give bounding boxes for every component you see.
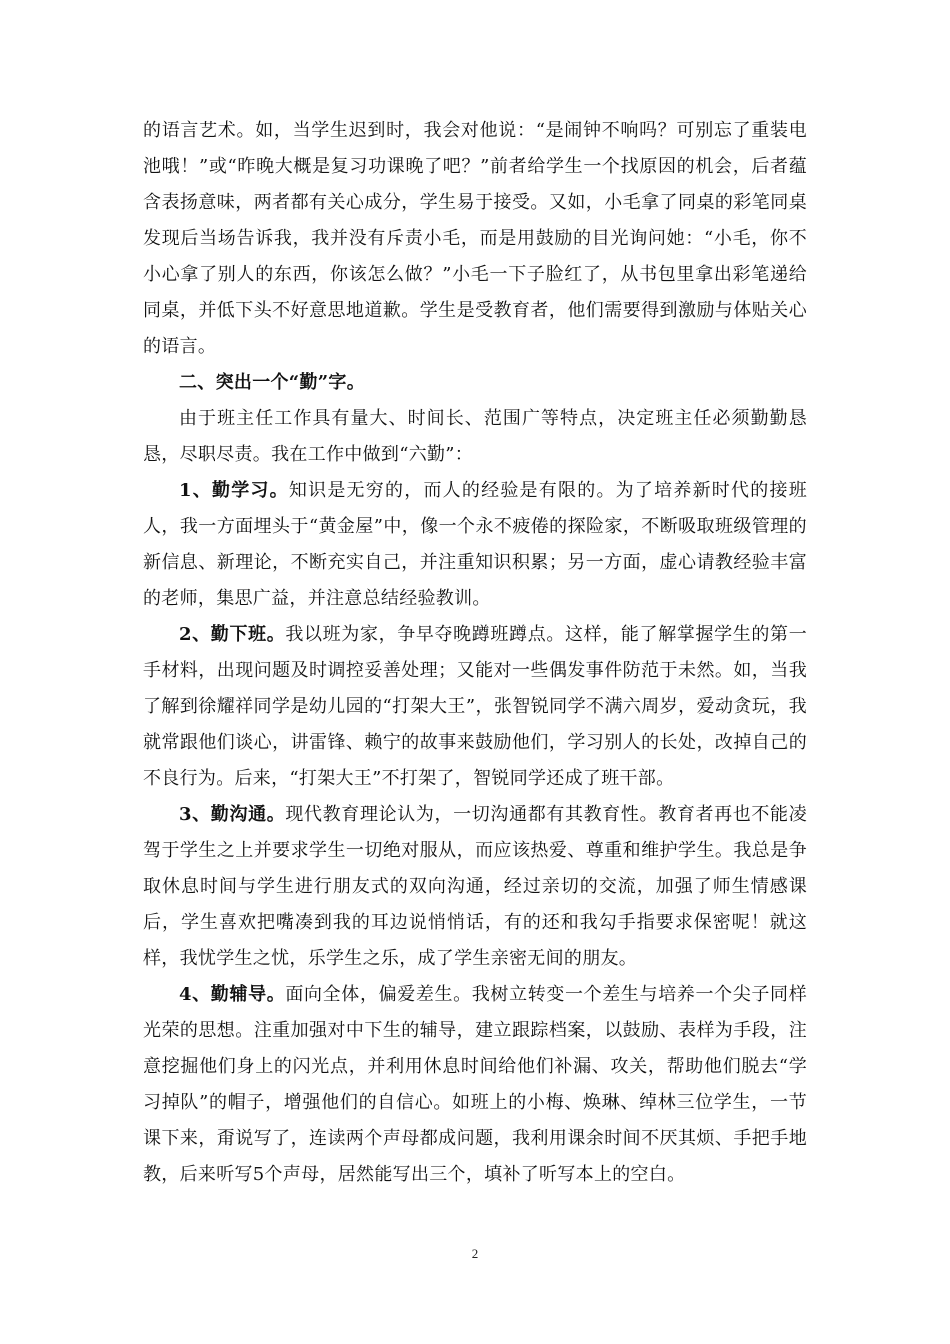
item-heading: 2、勤下班。 — [179, 624, 286, 645]
paragraph-intro — [143, 401, 807, 473]
paragraph-text: 现代教育理论认为，一切沟通都有其教育性。教育者再也不能凌驾于学生之上并要求学生一切绝对服从，而应该热爱、尊重和维护学生。我总是争取休息时间与学生进行朋友式的双向沟通，经过亲切的交流，加强了师生情感课后，学生喜欢把嘴凑到我的耳边说悄悄话，有的还和我勾手指要求保密呢！就这样，我忧学生之忧，乐学生之乐，成了学生亲密无间的朋友。 — [143, 804, 807, 969]
paragraph-study — [143, 473, 807, 617]
paragraph-continuation — [143, 113, 807, 365]
paragraph-text: 知识是无穷的，而人的经验是有限的。为了培养新时代的接班人，我一方面埋头于“黄金屋”中，像一个永不疲倦的探险家，不断吸取班级管理的新信息、新理论，不断充实自己，并注重知识积累；另一方面，虚心请教经验丰富的老师，集思广益，并注意总结经验教训。 — [143, 480, 807, 609]
item-heading: 1、勤学习。 — [179, 480, 289, 501]
section-heading-text: 二、突出一个“勤”字。 — [179, 372, 366, 393]
paragraph-text: 我以班为家，争早夺晚蹲班蹲点。这样，能了解掌握学生的第一手材料，出现问题及时调控妥善处理；又能对一些偶发事件防范于未然。如，当我了解到徐耀祥同学是幼儿园的“打架大王”，张智锐同学不满六周岁，爱动贪玩，我就常跟他们谈心，讲雷锋、赖宁的故事来鼓励他们，学习别人的长处，改掉自己的不良行为。后来，“打架大王”不打架了，智锐同学还成了班干部。 — [143, 624, 807, 789]
page-number: 2 — [471, 1246, 479, 1261]
paragraph-communication — [143, 797, 807, 977]
section-heading — [143, 365, 807, 401]
item-heading: 4、勤辅导。 — [179, 984, 286, 1005]
item-heading: 3、勤沟通。 — [179, 804, 286, 825]
body-text — [143, 113, 807, 1193]
paragraph-tutoring — [143, 977, 807, 1193]
paragraph-class — [143, 617, 807, 797]
paragraph-text: 由于班主任工作具有量大、时间长、范围广等特点，决定班主任必须勤勤恳恳，尽职尽责。我在工作中做到“六勤”： — [143, 408, 807, 465]
paragraph-text: 面向全体，偏爱差生。我树立转变一个差生与培养一个尖子同样光荣的思想。注重加强对中下生的辅导，建立跟踪档案，以鼓励、表样为手段，注意挖掘他们身上的闪光点，并利用休息时间给他们补漏、攻关，帮助他们脱去“学习掉队”的帽子，增强他们的自信心。如班上的小梅、焕琳、绰林三位学生，一节课下来，甭说写了，连读两个声母都成问题，我利用课余时间不厌其烦、手把手地教，后来听写5个声母，居然能写出三个，填补了听写本上的空白。 — [143, 984, 807, 1185]
paragraph-text: 的语言艺术。如，当学生迟到时，我会对他说：“是闹钟不响吗？可别忘了重装电池哦！”或“昨晚大概是复习功课晚了吧？”前者给学生一个找原因的机会，后者蕴含表扬意味，两者都有关心成分，学生易于接受。又如，小毛拿了同桌的彩笔同桌发现后当场告诉我，我并没有斥责小毛，而是用鼓励的目光询问她：“小毛，你不小心拿了别人的东西，你该怎么做？”小毛一下子脸红了，从书包里拿出彩笔递给同桌，并低下头不好意思地道歉。学生是受教育者，他们需要得到激励与体贴关心的语言。 — [143, 120, 807, 357]
